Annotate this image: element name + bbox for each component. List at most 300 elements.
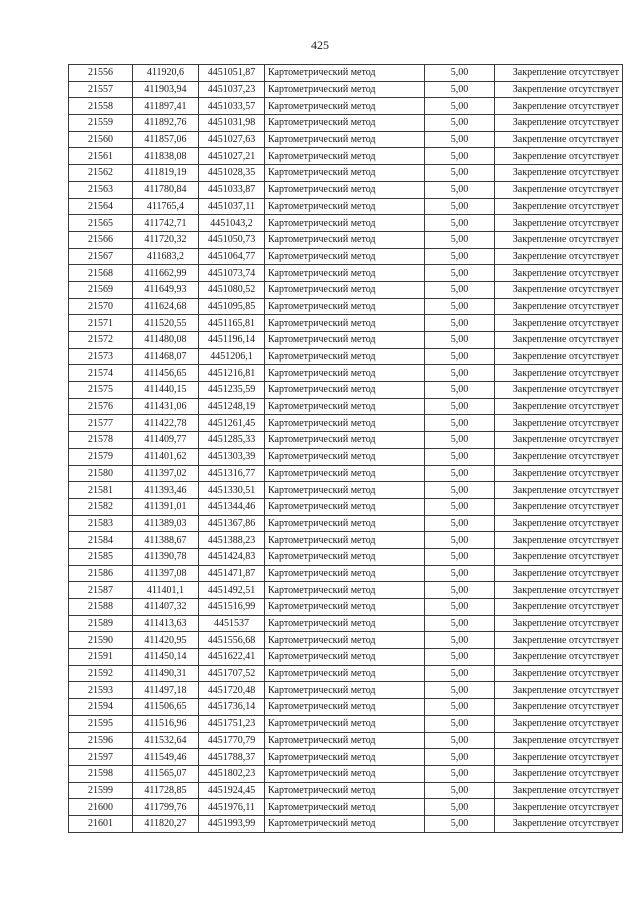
fixing-description-cell: Закрепление отсутствует: [495, 815, 623, 832]
table-row: [69, 799, 623, 816]
point-number-cell: 21584: [69, 532, 133, 549]
table-row: [69, 782, 623, 799]
method-cell: Картометрический метод: [265, 398, 425, 415]
fixing-description-cell: Закрепление отсутствует: [495, 432, 623, 449]
table-row: [69, 815, 623, 832]
table-row: [69, 582, 623, 599]
point-number-cell: 21570: [69, 298, 133, 315]
y-coordinate-cell: 4451165,81: [199, 315, 265, 332]
method-cell: Картометрический метод: [265, 382, 425, 399]
table-row: [69, 198, 623, 215]
accuracy-cell: 5,00: [425, 682, 495, 699]
y-coordinate-cell: 4451031,98: [199, 115, 265, 132]
x-coordinate-cell: 411420,95: [133, 632, 199, 649]
fixing-description-cell: Закрепление отсутствует: [495, 415, 623, 432]
point-number-cell: 21594: [69, 699, 133, 716]
accuracy-cell: 5,00: [425, 515, 495, 532]
accuracy-cell: 5,00: [425, 815, 495, 832]
method-cell: Картометрический метод: [265, 348, 425, 365]
point-number-cell: 21571: [69, 315, 133, 332]
y-coordinate-cell: 4451622,41: [199, 649, 265, 666]
y-coordinate-cell: 4451537: [199, 615, 265, 632]
method-cell: Картометрический метод: [265, 632, 425, 649]
y-coordinate-cell: 4451080,52: [199, 281, 265, 298]
accuracy-cell: 5,00: [425, 498, 495, 515]
x-coordinate-cell: 411683,2: [133, 248, 199, 265]
accuracy-cell: 5,00: [425, 332, 495, 349]
method-cell: Картометрический метод: [265, 715, 425, 732]
y-coordinate-cell: 4451492,51: [199, 582, 265, 599]
fixing-description-cell: Закрепление отсутствует: [495, 682, 623, 699]
y-coordinate-cell: 4451051,87: [199, 65, 265, 82]
method-cell: Картометрический метод: [265, 198, 425, 215]
y-coordinate-cell: 4451707,52: [199, 665, 265, 682]
method-cell: Картометрический метод: [265, 665, 425, 682]
accuracy-cell: 5,00: [425, 248, 495, 265]
y-coordinate-cell: 4451248,19: [199, 398, 265, 415]
accuracy-cell: 5,00: [425, 198, 495, 215]
x-coordinate-cell: 411765,4: [133, 198, 199, 215]
point-number-cell: 21591: [69, 649, 133, 666]
point-number-cell: 21587: [69, 582, 133, 599]
x-coordinate-cell: 411819,19: [133, 165, 199, 182]
fixing-description-cell: Закрепление отсутствует: [495, 532, 623, 549]
method-cell: Картометрический метод: [265, 815, 425, 832]
point-number-cell: 21577: [69, 415, 133, 432]
accuracy-cell: 5,00: [425, 799, 495, 816]
accuracy-cell: 5,00: [425, 148, 495, 165]
point-number-cell: 21582: [69, 498, 133, 515]
accuracy-cell: 5,00: [425, 365, 495, 382]
point-number-cell: 21593: [69, 682, 133, 699]
x-coordinate-cell: 411903,94: [133, 81, 199, 98]
table-row: [69, 165, 623, 182]
method-cell: Картометрический метод: [265, 548, 425, 565]
point-number-cell: 21572: [69, 332, 133, 349]
accuracy-cell: 5,00: [425, 715, 495, 732]
x-coordinate-cell: 411422,78: [133, 415, 199, 432]
point-number-cell: 21565: [69, 215, 133, 232]
fixing-description-cell: Закрепление отсутствует: [495, 315, 623, 332]
table-row: [69, 231, 623, 248]
fixing-description-cell: Закрепление отсутствует: [495, 131, 623, 148]
x-coordinate-cell: 411397,02: [133, 465, 199, 482]
y-coordinate-cell: 4451095,85: [199, 298, 265, 315]
fixing-description-cell: Закрепление отсутствует: [495, 782, 623, 799]
x-coordinate-cell: 411450,14: [133, 649, 199, 666]
accuracy-cell: 5,00: [425, 231, 495, 248]
y-coordinate-cell: 4451516,99: [199, 599, 265, 616]
point-number-cell: 21595: [69, 715, 133, 732]
fixing-description-cell: Закрепление отсутствует: [495, 732, 623, 749]
accuracy-cell: 5,00: [425, 548, 495, 565]
x-coordinate-cell: 411516,96: [133, 715, 199, 732]
method-cell: Картометрический метод: [265, 231, 425, 248]
table-row: [69, 265, 623, 282]
fixing-description-cell: Закрепление отсутствует: [495, 632, 623, 649]
x-coordinate-cell: 411409,77: [133, 432, 199, 449]
method-cell: Картометрический метод: [265, 699, 425, 716]
y-coordinate-cell: 4451033,57: [199, 98, 265, 115]
table-row: [69, 732, 623, 749]
table-row: [69, 115, 623, 132]
method-cell: Картометрический метод: [265, 181, 425, 198]
x-coordinate-cell: 411497,18: [133, 682, 199, 699]
fixing-description-cell: Закрепление отсутствует: [495, 665, 623, 682]
method-cell: Картометрический метод: [265, 315, 425, 332]
accuracy-cell: 5,00: [425, 532, 495, 549]
fixing-description-cell: Закрепление отсутствует: [495, 715, 623, 732]
fixing-description-cell: Закрепление отсутствует: [495, 281, 623, 298]
fixing-description-cell: Закрепление отсутствует: [495, 482, 623, 499]
fixing-description-cell: Закрепление отсутствует: [495, 365, 623, 382]
point-number-cell: 21557: [69, 81, 133, 98]
point-number-cell: 21598: [69, 765, 133, 782]
y-coordinate-cell: 4451556,68: [199, 632, 265, 649]
table-row: [69, 432, 623, 449]
x-coordinate-cell: 411780,84: [133, 181, 199, 198]
accuracy-cell: 5,00: [425, 398, 495, 415]
method-cell: Картометрический метод: [265, 65, 425, 82]
method-cell: Картометрический метод: [265, 298, 425, 315]
method-cell: Картометрический метод: [265, 432, 425, 449]
fixing-description-cell: Закрепление отсутствует: [495, 448, 623, 465]
accuracy-cell: 5,00: [425, 632, 495, 649]
y-coordinate-cell: 4451424,83: [199, 548, 265, 565]
point-number-cell: 21585: [69, 548, 133, 565]
accuracy-cell: 5,00: [425, 565, 495, 582]
fixing-description-cell: Закрепление отсутствует: [495, 799, 623, 816]
accuracy-cell: 5,00: [425, 465, 495, 482]
x-coordinate-cell: 411506,65: [133, 699, 199, 716]
x-coordinate-cell: 411407,32: [133, 599, 199, 616]
x-coordinate-cell: 411397,08: [133, 565, 199, 582]
fixing-description-cell: Закрепление отсутствует: [495, 248, 623, 265]
accuracy-cell: 5,00: [425, 699, 495, 716]
point-number-cell: 21564: [69, 198, 133, 215]
table-row: [69, 215, 623, 232]
accuracy-cell: 5,00: [425, 665, 495, 682]
fixing-description-cell: Закрепление отсутствует: [495, 98, 623, 115]
fixing-description-cell: Закрепление отсутствует: [495, 515, 623, 532]
x-coordinate-cell: 411799,76: [133, 799, 199, 816]
x-coordinate-cell: 411565,07: [133, 765, 199, 782]
x-coordinate-cell: 411549,46: [133, 749, 199, 766]
table-row: [69, 332, 623, 349]
x-coordinate-cell: 411490,31: [133, 665, 199, 682]
point-number-cell: 21556: [69, 65, 133, 82]
fixing-description-cell: Закрепление отсутствует: [495, 765, 623, 782]
fixing-description-cell: Закрепление отсутствует: [495, 65, 623, 82]
fixing-description-cell: Закрепление отсутствует: [495, 649, 623, 666]
x-coordinate-cell: 411742,71: [133, 215, 199, 232]
method-cell: Картометрический метод: [265, 582, 425, 599]
point-number-cell: 21575: [69, 382, 133, 399]
point-number-cell: 21580: [69, 465, 133, 482]
table-row: [69, 248, 623, 265]
point-number-cell: 21581: [69, 482, 133, 499]
x-coordinate-cell: 411720,32: [133, 231, 199, 248]
fixing-description-cell: Закрепление отсутствует: [495, 582, 623, 599]
x-coordinate-cell: 411649,93: [133, 281, 199, 298]
x-coordinate-cell: 411838,08: [133, 148, 199, 165]
y-coordinate-cell: 4451788,37: [199, 749, 265, 766]
method-cell: Картометрический метод: [265, 165, 425, 182]
fixing-description-cell: Закрепление отсутствует: [495, 749, 623, 766]
table-row: [69, 315, 623, 332]
point-number-cell: 21559: [69, 115, 133, 132]
y-coordinate-cell: 4451050,73: [199, 231, 265, 248]
y-coordinate-cell: 4451073,74: [199, 265, 265, 282]
y-coordinate-cell: 4451033,87: [199, 181, 265, 198]
y-coordinate-cell: 4451027,21: [199, 148, 265, 165]
table-row: [69, 632, 623, 649]
y-coordinate-cell: 4451993,99: [199, 815, 265, 832]
method-cell: Картометрический метод: [265, 749, 425, 766]
y-coordinate-cell: 4451330,51: [199, 482, 265, 499]
point-number-cell: 21590: [69, 632, 133, 649]
point-number-cell: 21600: [69, 799, 133, 816]
point-number-cell: 21563: [69, 181, 133, 198]
point-number-cell: 21562: [69, 165, 133, 182]
x-coordinate-cell: 411413,63: [133, 615, 199, 632]
x-coordinate-cell: 411390,78: [133, 548, 199, 565]
accuracy-cell: 5,00: [425, 415, 495, 432]
fixing-description-cell: Закрепление отсутствует: [495, 115, 623, 132]
accuracy-cell: 5,00: [425, 448, 495, 465]
accuracy-cell: 5,00: [425, 65, 495, 82]
table-row: [69, 448, 623, 465]
fixing-description-cell: Закрепление отсутствует: [495, 265, 623, 282]
x-coordinate-cell: 411662,99: [133, 265, 199, 282]
x-coordinate-cell: 411480,08: [133, 332, 199, 349]
fixing-description-cell: Закрепление отсутствует: [495, 81, 623, 98]
table-row: [69, 98, 623, 115]
table-row: [69, 382, 623, 399]
method-cell: Картометрический метод: [265, 281, 425, 298]
x-coordinate-cell: 411431,06: [133, 398, 199, 415]
x-coordinate-cell: 411532,64: [133, 732, 199, 749]
accuracy-cell: 5,00: [425, 265, 495, 282]
table-row: [69, 515, 623, 532]
x-coordinate-cell: 411892,76: [133, 115, 199, 132]
method-cell: Картометрический метод: [265, 215, 425, 232]
table-row: [69, 298, 623, 315]
fixing-description-cell: Закрепление отсутствует: [495, 398, 623, 415]
fixing-description-cell: Закрепление отсутствует: [495, 348, 623, 365]
x-coordinate-cell: 411897,41: [133, 98, 199, 115]
table-row: [69, 398, 623, 415]
y-coordinate-cell: 4451216,81: [199, 365, 265, 382]
table-row: [69, 281, 623, 298]
fixing-description-cell: Закрепление отсутствует: [495, 615, 623, 632]
table-row: [69, 81, 623, 98]
y-coordinate-cell: 4451028,35: [199, 165, 265, 182]
fixing-description-cell: Закрепление отсутствует: [495, 332, 623, 349]
accuracy-cell: 5,00: [425, 165, 495, 182]
method-cell: Картометрический метод: [265, 148, 425, 165]
y-coordinate-cell: 4451344,46: [199, 498, 265, 515]
y-coordinate-cell: 4451261,45: [199, 415, 265, 432]
y-coordinate-cell: 4451316,77: [199, 465, 265, 482]
accuracy-cell: 5,00: [425, 582, 495, 599]
coordinates-table: [68, 64, 623, 833]
fixing-description-cell: Закрепление отсутствует: [495, 181, 623, 198]
x-coordinate-cell: 411393,46: [133, 482, 199, 499]
accuracy-cell: 5,00: [425, 482, 495, 499]
y-coordinate-cell: 4451037,11: [199, 198, 265, 215]
method-cell: Картометрический метод: [265, 465, 425, 482]
y-coordinate-cell: 4451736,14: [199, 699, 265, 716]
point-number-cell: 21578: [69, 432, 133, 449]
accuracy-cell: 5,00: [425, 348, 495, 365]
accuracy-cell: 5,00: [425, 649, 495, 666]
fixing-description-cell: Закрепление отсутствует: [495, 498, 623, 515]
table-row: [69, 665, 623, 682]
x-coordinate-cell: 411401,62: [133, 448, 199, 465]
fixing-description-cell: Закрепление отсутствует: [495, 165, 623, 182]
y-coordinate-cell: 4451303,39: [199, 448, 265, 465]
fixing-description-cell: Закрепление отсутствует: [495, 382, 623, 399]
x-coordinate-cell: 411624,68: [133, 298, 199, 315]
fixing-description-cell: Закрепление отсутствует: [495, 599, 623, 616]
accuracy-cell: 5,00: [425, 115, 495, 132]
x-coordinate-cell: 411456,65: [133, 365, 199, 382]
method-cell: Картометрический метод: [265, 131, 425, 148]
method-cell: Картометрический метод: [265, 332, 425, 349]
method-cell: Картометрический метод: [265, 649, 425, 666]
method-cell: Картометрический метод: [265, 448, 425, 465]
method-cell: Картометрический метод: [265, 765, 425, 782]
y-coordinate-cell: 4451924,45: [199, 782, 265, 799]
y-coordinate-cell: 4451367,86: [199, 515, 265, 532]
table-row: [69, 532, 623, 549]
y-coordinate-cell: 4451770,79: [199, 732, 265, 749]
y-coordinate-cell: 4451196,14: [199, 332, 265, 349]
accuracy-cell: 5,00: [425, 81, 495, 98]
table-row: [69, 615, 623, 632]
accuracy-cell: 5,00: [425, 382, 495, 399]
table-row: [69, 348, 623, 365]
y-coordinate-cell: 4451976,11: [199, 799, 265, 816]
point-number-cell: 21592: [69, 665, 133, 682]
method-cell: Картометрический метод: [265, 682, 425, 699]
point-number-cell: 21599: [69, 782, 133, 799]
point-number-cell: 21596: [69, 732, 133, 749]
table-row: [69, 565, 623, 582]
accuracy-cell: 5,00: [425, 432, 495, 449]
point-number-cell: 21579: [69, 448, 133, 465]
fixing-description-cell: Закрепление отсутствует: [495, 548, 623, 565]
point-number-cell: 21558: [69, 98, 133, 115]
y-coordinate-cell: 4451235,59: [199, 382, 265, 399]
method-cell: Картометрический метод: [265, 732, 425, 749]
y-coordinate-cell: 4451751,23: [199, 715, 265, 732]
accuracy-cell: 5,00: [425, 215, 495, 232]
table-row: [69, 682, 623, 699]
x-coordinate-cell: 411391,01: [133, 498, 199, 515]
point-number-cell: 21573: [69, 348, 133, 365]
method-cell: Картометрический метод: [265, 98, 425, 115]
method-cell: Картометрический метод: [265, 799, 425, 816]
method-cell: Картометрический метод: [265, 565, 425, 582]
method-cell: Картометрический метод: [265, 265, 425, 282]
method-cell: Картометрический метод: [265, 115, 425, 132]
fixing-description-cell: Закрепление отсутствует: [495, 148, 623, 165]
table-row: [69, 715, 623, 732]
y-coordinate-cell: 4451037,23: [199, 81, 265, 98]
y-coordinate-cell: 4451471,87: [199, 565, 265, 582]
point-number-cell: 21574: [69, 365, 133, 382]
accuracy-cell: 5,00: [425, 181, 495, 198]
page-number: 425: [311, 38, 329, 52]
method-cell: Картометрический метод: [265, 615, 425, 632]
y-coordinate-cell: 4451720,48: [199, 682, 265, 699]
fixing-description-cell: Закрепление отсутствует: [495, 565, 623, 582]
table-row: [69, 131, 623, 148]
method-cell: Картометрический метод: [265, 415, 425, 432]
method-cell: Картометрический метод: [265, 248, 425, 265]
fixing-description-cell: Закрепление отсутствует: [495, 298, 623, 315]
x-coordinate-cell: 411389,03: [133, 515, 199, 532]
fixing-description-cell: Закрепление отсутствует: [495, 231, 623, 248]
table-row: [69, 599, 623, 616]
point-number-cell: 21560: [69, 131, 133, 148]
y-coordinate-cell: 4451206,1: [199, 348, 265, 365]
table-row: [69, 749, 623, 766]
point-number-cell: 21566: [69, 231, 133, 248]
x-coordinate-cell: 411520,55: [133, 315, 199, 332]
table-row: [69, 465, 623, 482]
method-cell: Картометрический метод: [265, 782, 425, 799]
point-number-cell: 21586: [69, 565, 133, 582]
fixing-description-cell: Закрепление отсутствует: [495, 215, 623, 232]
point-number-cell: 21561: [69, 148, 133, 165]
method-cell: Картометрический метод: [265, 365, 425, 382]
method-cell: Картометрический метод: [265, 599, 425, 616]
fixing-description-cell: Закрепление отсутствует: [495, 198, 623, 215]
x-coordinate-cell: 411468,07: [133, 348, 199, 365]
table-row: [69, 548, 623, 565]
y-coordinate-cell: 4451043,2: [199, 215, 265, 232]
table-row: [69, 181, 623, 198]
method-cell: Картометрический метод: [265, 482, 425, 499]
x-coordinate-cell: 411920,6: [133, 65, 199, 82]
accuracy-cell: 5,00: [425, 732, 495, 749]
point-number-cell: 21568: [69, 265, 133, 282]
method-cell: Картометрический метод: [265, 515, 425, 532]
point-number-cell: 21576: [69, 398, 133, 415]
point-number-cell: 21589: [69, 615, 133, 632]
table-row: [69, 649, 623, 666]
fixing-description-cell: Закрепление отсутствует: [495, 465, 623, 482]
table-row: [69, 65, 623, 82]
x-coordinate-cell: 411820,27: [133, 815, 199, 832]
point-number-cell: 21601: [69, 815, 133, 832]
method-cell: Картометрический метод: [265, 498, 425, 515]
x-coordinate-cell: 411388,67: [133, 532, 199, 549]
method-cell: Картометрический метод: [265, 532, 425, 549]
x-coordinate-cell: 411857,06: [133, 131, 199, 148]
accuracy-cell: 5,00: [425, 599, 495, 616]
point-number-cell: 21569: [69, 281, 133, 298]
point-number-cell: 21583: [69, 515, 133, 532]
accuracy-cell: 5,00: [425, 281, 495, 298]
y-coordinate-cell: 4451064,77: [199, 248, 265, 265]
point-number-cell: 21588: [69, 599, 133, 616]
accuracy-cell: 5,00: [425, 298, 495, 315]
accuracy-cell: 5,00: [425, 765, 495, 782]
